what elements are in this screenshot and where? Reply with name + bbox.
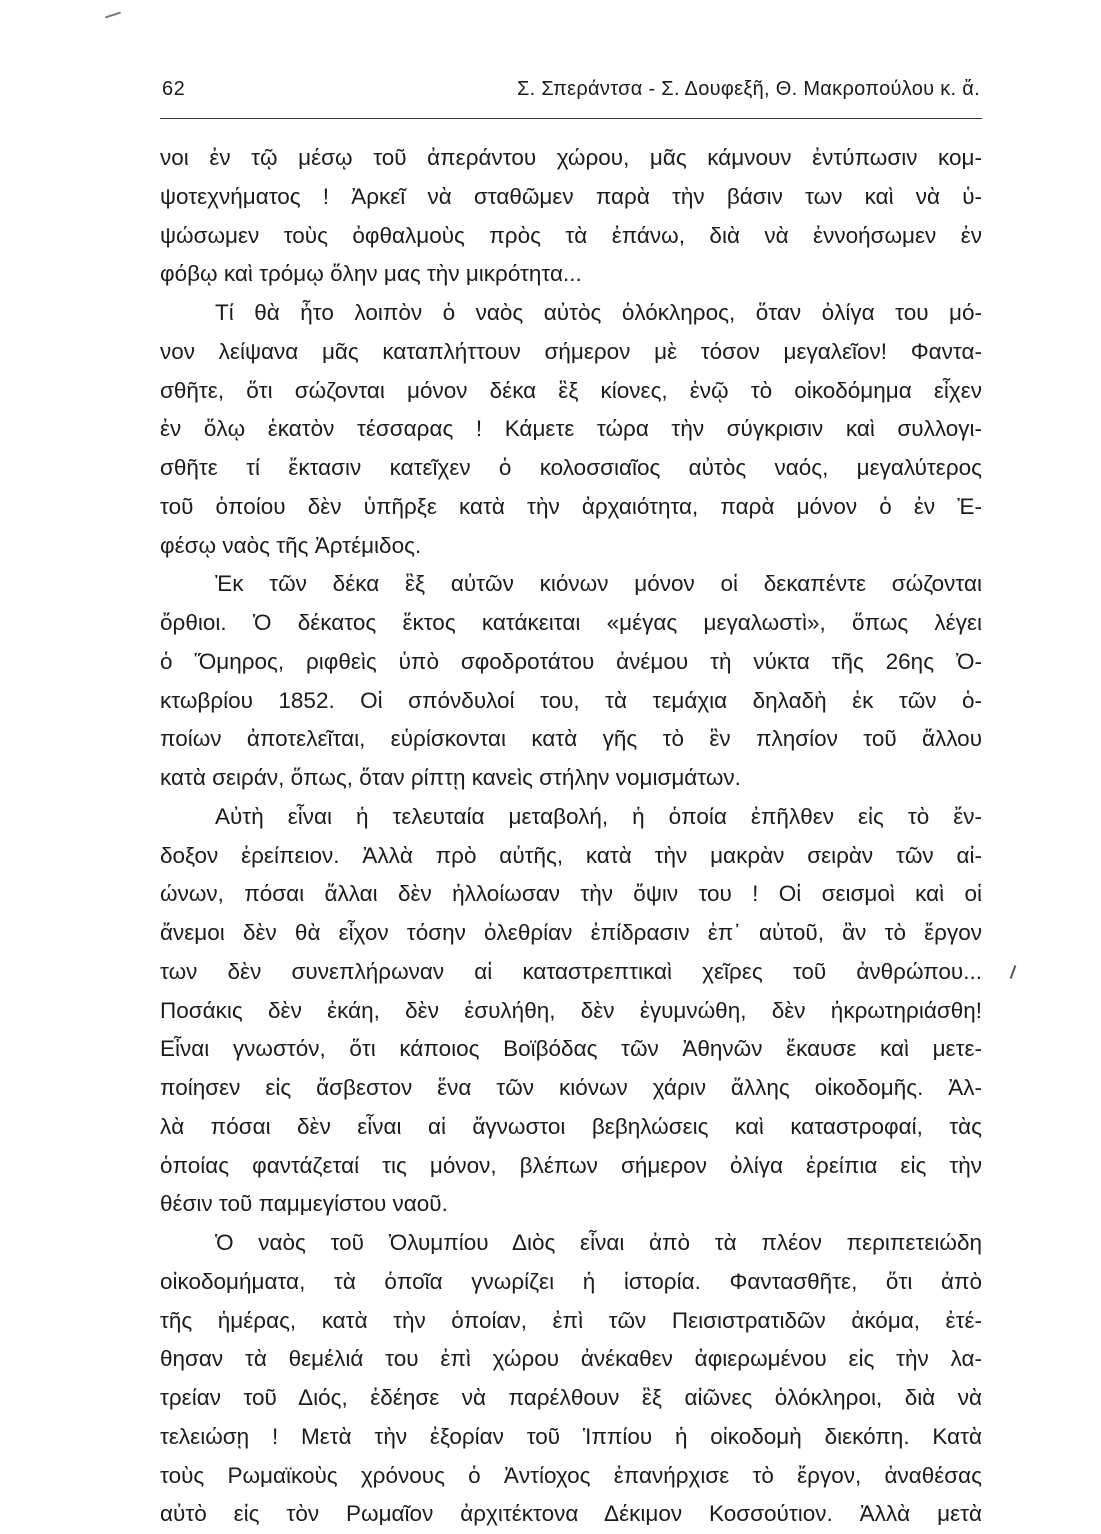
text-line: ὄρθιοι. Ὁ δέκατος ἕκτος κατάκειται «μέγας μεγαλωστὶ», ὅπως λέγει xyxy=(160,610,982,635)
text-line: σθῆτε τί ἔκτασιν κατεῖχεν ὁ κολοσσιαῖος αὐτὸς ναός, μεγαλύτερος xyxy=(160,455,982,480)
margin-pen-mark xyxy=(1010,965,1017,979)
text-line: θησαν τὰ θεμέλιά του ἐπὶ χώρου ἀνέκαθεν ἀφιερωμένου εἰς τὴν λα- xyxy=(160,1346,982,1372)
text-line: ποίων ἀποτελεῖται, εὑρίσκονται κατὰ γῆς τὸ ἓν πλησίον τοῦ ἄλλου xyxy=(160,726,982,752)
text-line: ὁποίας φαντάζεταί τις μόνον, βλέπων σήμερον ὀλίγα ἐρείπια εἰς τὴν xyxy=(160,1152,982,1178)
text-line: ώνων, πόσαι ἄλλαι δὲν ἠλλοίωσαν τὴν ὄψιν του ! Οἱ σεισμοὶ καὶ οἱ xyxy=(160,881,982,907)
stray-pen-mark xyxy=(105,12,121,19)
text-line: τρείαν τοῦ Διός, ἐδέησε νὰ παρέλθουν ἓξ αἰῶνες ὁλόκληροι, διὰ νὰ xyxy=(160,1385,982,1410)
paragraph-first-line: Ὁ ναὸς τοῦ Ὀλυμπίου Διὸς εἶναι ἀπὸ τὰ πλέον περιπετειώδη xyxy=(215,1230,982,1255)
text-line: δοξον ἐρείπειον. Ἀλλὰ πρὸ αὐτῆς, κατὰ τὴν μακρὰν σειρὰν τῶν αἰ- xyxy=(160,842,982,868)
paragraph-first-line: Τί θὰ ἦτο λοιπὸν ὁ ναὸς αὐτὸς ὁλόκληρος, ὅταν ὀλίγα του μό- xyxy=(215,300,982,325)
text-line: θέσιν τοῦ παμμεγίστου ναοῦ. xyxy=(160,1191,448,1217)
text-line: ποίησεν εἰς ἄσβεστον ἕνα τῶν κιόνων χάριν ἄλλης οἰκοδομῆς. Ἀλ- xyxy=(160,1075,982,1100)
text-line: σθῆτε, ὅτι σώζονται μόνον δέκα ἓξ κίονες, ἐνῷ τὸ οἰκοδόμημα εἶχεν xyxy=(160,377,982,403)
running-head: Σ. Σπεράντσα - Σ. Δουφεξῆ, Θ. Μακροπούλου κ. ἄ. xyxy=(516,78,980,100)
body-text xyxy=(160,139,982,1534)
text-line: ἐν ὅλῳ ἑκατὸν τέσσαρας ! Κάμετε τώρα τὴν σύγκρισιν καὶ συλλογι- xyxy=(160,416,982,442)
text-line: αὐτὸ εἰς τὸν Ρωμαῖον ἀρχιτέκτονα Δέκιμον Κοσσούτιον. Ἀλλὰ μετὰ xyxy=(160,1501,982,1527)
text-line: φόβῳ καὶ τρόμῳ ὅλην μας τὴν μικρότητα... xyxy=(160,261,582,287)
paragraph-first-line: Αὐτὴ εἶναι ἡ τελευταία μεταβολή, ἡ ὁποία ἐπῆλθεν εἰς τὸ ἔν- xyxy=(215,803,982,829)
text-line: φέσῳ ναὸς τῆς Ἀρτέμιδος. xyxy=(160,532,422,558)
text-line: Ποσάκις δὲν ἐκάη, δὲν ἐσυλήθη, δὲν ἐγυμνώθη, δὲν ἠκρωτηριάσθη! xyxy=(160,997,982,1023)
text-line: τοῦ ὁποίου δὲν ὑπῆρξε κατὰ τὴν ἀρχαιότητα, παρὰ μόνον ὁ ἐν Ἐ- xyxy=(160,493,982,519)
text-line: λὰ πόσαι δὲν εἶναι αἱ ἄγνωστοι βεβηλώσεις καὶ καταστροφαί, τὰς xyxy=(160,1113,982,1139)
text-line: τελειώσῃ ! Μετὰ τὴν ἐξορίαν τοῦ Ἱππίου ἡ οἰκοδομὴ διεκόπη. Κατὰ xyxy=(160,1423,982,1449)
text-line: ὁ Ὅμηρος, ριφθεὶς ὑπὸ σφοδροτάτου ἀνέμου τὴ νύκτα τῆς 26ης Ὀ- xyxy=(160,648,982,674)
text-line: νοι ἐν τῷ μέσῳ τοῦ ἀπεράντου χώρου, μᾶς κάμνουν ἐντύπωσιν κομ- xyxy=(160,145,982,170)
text-line: Εἶναι γνωστόν, ὅτι κάποιος Βοϊβόδας τῶν Ἀθηνῶν ἔκαυσε καὶ μετε- xyxy=(160,1036,982,1062)
text-line: ψοτεχνήματος ! Ἀρκεῖ νὰ σταθῶμεν παρὰ τὴν βάσιν των καὶ νὰ ὑ- xyxy=(160,183,982,209)
text-line: οἰκοδομήματα, τὰ ὁποῖα γνωρίζει ἡ ἱστορία. Φαντασθῆτε, ὅτι ἀπὸ xyxy=(160,1268,982,1294)
page-number: 62 xyxy=(162,78,186,100)
text-line: κατὰ σειράν, ὅπως, ὅταν ρίπτῃ κανεὶς στήλην νομισμάτων. xyxy=(160,765,741,790)
text-line: τοὺς Ρωμαϊκοὺς χρόνους ὁ Ἀντίοχος ἐπανήρχισε τὸ ἔργον, ἀναθέσας xyxy=(160,1462,982,1488)
text-line: των δὲν συνεπλήρωναν αἱ καταστρεπτικαὶ χεῖρες τοῦ ἀνθρώπου... xyxy=(160,958,982,984)
text-line: ἄνεμοι δὲν θὰ εἶχον τόσην ὀλεθρίαν ἐπίδρασιν ἐπ᾽ αὐτοῦ, ἂν τὸ ἔργον xyxy=(160,920,982,945)
text-line: ψώσωμεν τοὺς ὀφθαλμοὺς πρὸς τὰ ἐπάνω, διὰ νὰ ἐννοήσωμεν ἐν xyxy=(160,222,982,248)
text-line: νον λείψανα μᾶς καταπλήττουν σήμερον μὲ τόσον μεγαλεῖον! Φαντα- xyxy=(160,338,982,364)
paragraph-first-line: Ἐκ τῶν δέκα ἓξ αὐτῶν κιόνων μόνον οἱ δεκαπέντε σώζονται xyxy=(215,571,982,597)
text-line: τῆς ἡμέρας, κατὰ τὴν ὁποίαν, ἐπὶ τῶν Πεισιστρατιδῶν ἀκόμα, ἐτέ- xyxy=(160,1307,982,1333)
page-header xyxy=(160,78,982,119)
text-line: κτωβρίου 1852. Οἱ σπόνδυλοί του, τὰ τεμάχια δηλαδὴ ἐκ τῶν ὁ- xyxy=(160,687,982,713)
